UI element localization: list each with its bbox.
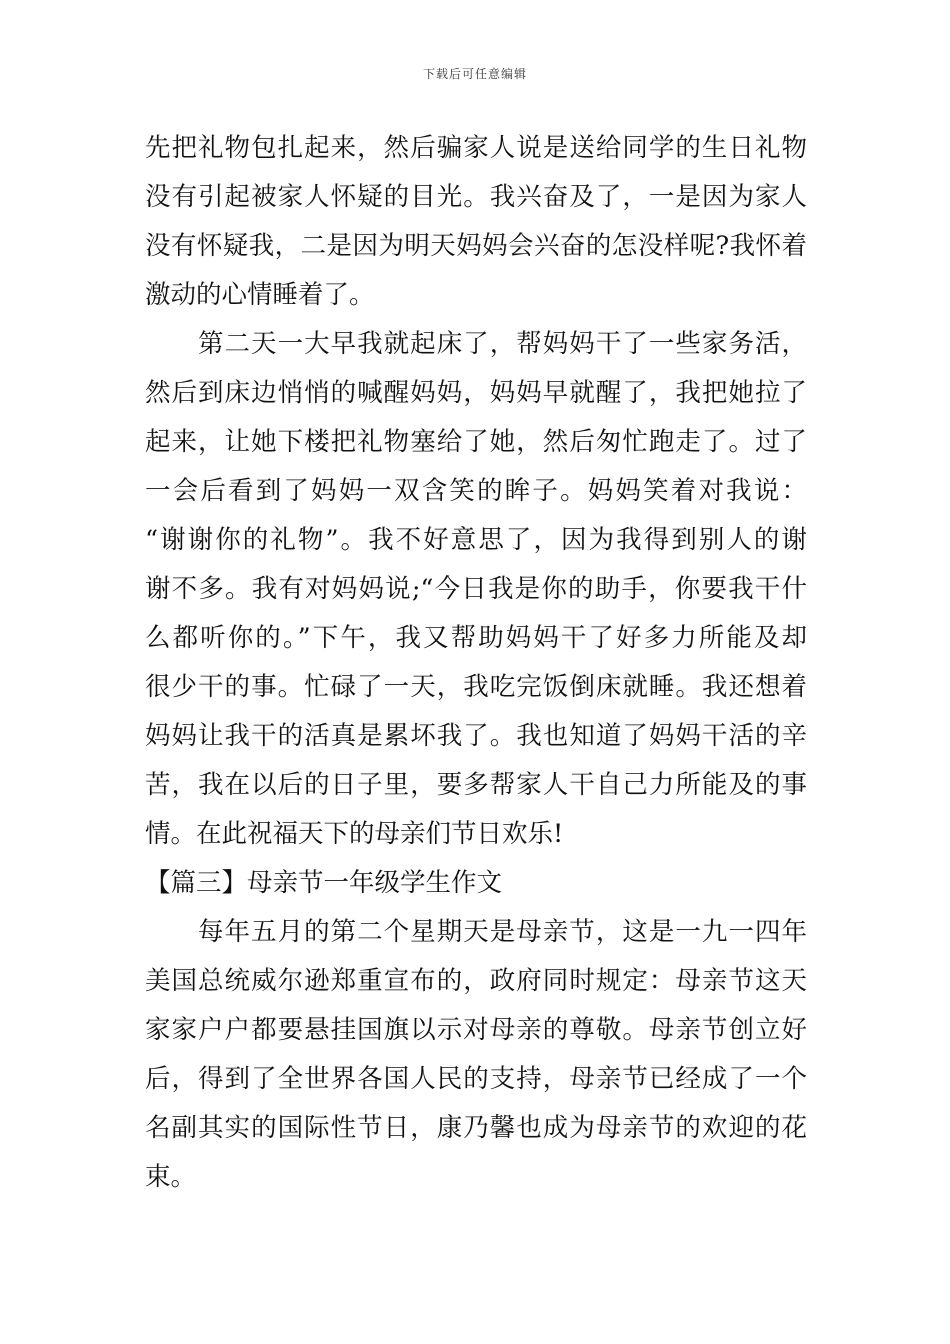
text-line: 一会后看到了妈妈一双含笑的眸子。妈妈笑着对我说： <box>145 476 807 506</box>
text-line: 情。在此祝福天下的母亲们节日欢乐! <box>145 819 564 849</box>
text-line: 【篇三】母亲节一年级学生作文 <box>145 868 503 898</box>
text-line: 每年五月的第二个星期天是母亲节，这是一九一四年 <box>198 917 807 947</box>
text-line: 没有怀疑我，二是因为明天妈妈会兴奋的怎没样呢?我怀着 <box>145 231 807 261</box>
text-line: 妈妈让我干的活真是累坏我了。我也知道了妈妈干活的辛 <box>145 721 807 751</box>
text-line: 很少干的事。忙碌了一天，我吃完饭倒床就睡。我还想着 <box>145 672 807 702</box>
text-line: 后，得到了全世界各国人民的支持，母亲节已经成了一个 <box>145 1064 807 1094</box>
text-line: 起来，让她下楼把礼物塞给了她，然后匆忙跑走了。过了 <box>145 427 807 457</box>
text-line: 没有引起被家人怀疑的目光。我兴奋及了，一是因为家人 <box>145 182 807 212</box>
text-line: 美国总统威尔逊郑重宣布的，政府同时规定：母亲节这天 <box>145 966 807 996</box>
text-line: 束。 <box>145 1162 197 1192</box>
text-line: 第二天一大早我就起床了，帮妈妈干了一些家务活， <box>198 329 807 359</box>
text-line: 么都听你的。”下午，我又帮助妈妈干了好多力所能及却 <box>145 623 807 653</box>
text-line: 名副其实的国际性节日，康乃馨也成为母亲节的欢迎的花 <box>145 1113 807 1143</box>
text-line: 苦，我在以后的日子里，要多帮家人干自己力所能及的事 <box>145 770 807 800</box>
text-line: 激动的心情睡着了。 <box>145 280 375 310</box>
text-line: “谢谢你的礼物”。我不好意思了，因为我得到别人的谢 <box>145 525 807 555</box>
text-line: 谢不多。我有对妈妈说;“今日我是你的助手，你要我干什 <box>145 574 807 604</box>
text-line: 家家户户都要悬挂国旗以示对母亲的尊敬。母亲节创立好 <box>145 1015 807 1045</box>
document-body <box>145 124 807 1202</box>
text-line: 先把礼物包扎起来，然后骗家人说是送给同学的生日礼物 <box>145 133 807 163</box>
text-line: 然后到床边悄悄的喊醒妈妈，妈妈早就醒了，我把她拉了 <box>145 378 807 408</box>
page-header: 下载后可任意编辑 <box>422 67 527 81</box>
